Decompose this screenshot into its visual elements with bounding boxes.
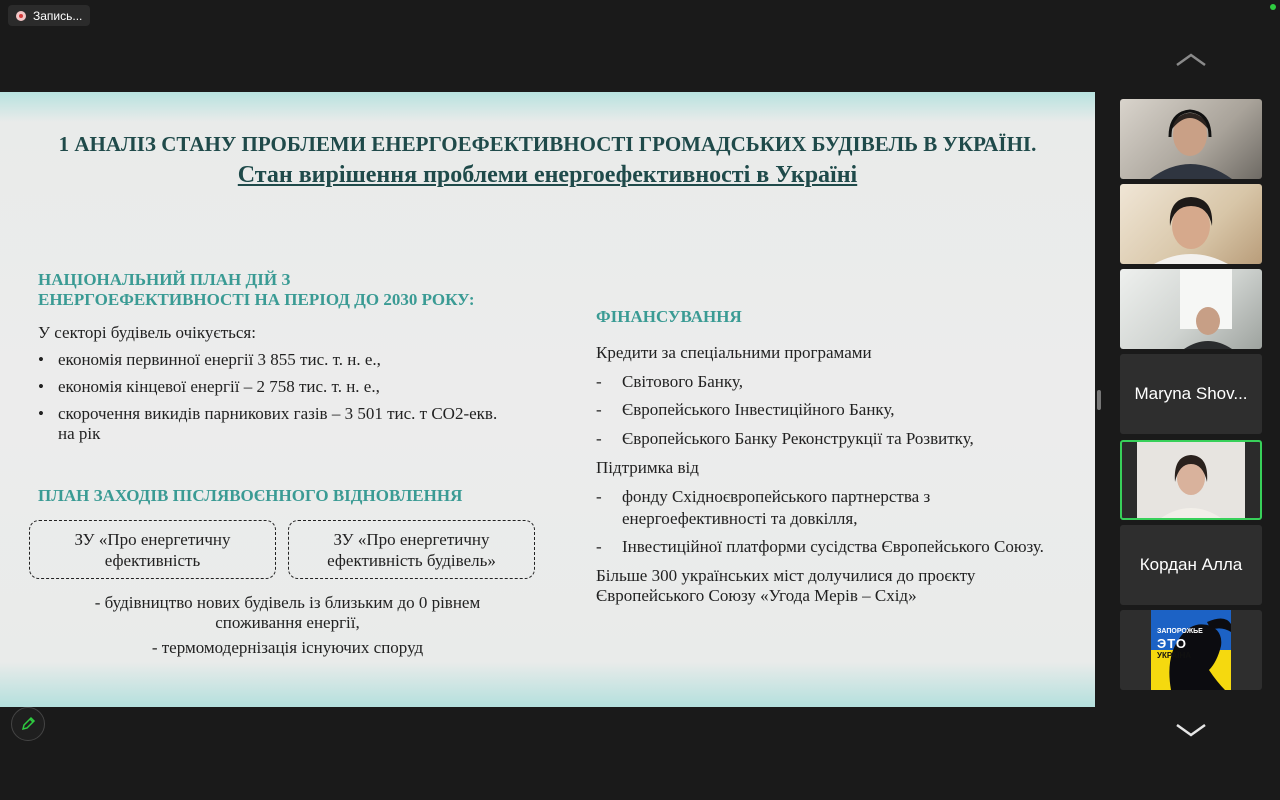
- law-box-energy-efficiency: ЗУ «Про енергетичну ефективність: [29, 520, 276, 579]
- credits-intro: Кредити за спеціальними програмами: [596, 343, 872, 362]
- participant-name: Кордан Алла: [1139, 555, 1243, 574]
- participant-video[interactable]: [1120, 269, 1262, 349]
- participant-video-icon: [1120, 184, 1262, 264]
- avatar-text-1: ЗАПОРОЖЬЕ: [1157, 628, 1203, 635]
- participant-name: Maryna Shov...: [1134, 384, 1248, 403]
- participant-tile[interactable]: [1120, 525, 1262, 605]
- recovery-plan-heading: ПЛАН ЗАХОДІВ ПІСЛЯВОЄННОГО ВІДНОВЛЕННЯ: [38, 486, 463, 505]
- recovery-note-1: - будівництво нових будівель із близьким до 0 рівнем споживання енергії,: [94, 593, 481, 632]
- participant-video[interactable]: [1120, 99, 1262, 179]
- participant-tile[interactable]: [1120, 354, 1262, 434]
- closing-text: Більше 300 українських міст долучилися до проєкту Європейського Союзу «Угода Мерів – Схід»: [596, 566, 976, 605]
- scroll-up-icon[interactable]: [1175, 52, 1207, 68]
- recording-label: Запись...: [33, 8, 83, 23]
- status-dot: [1270, 4, 1276, 10]
- panel-resize-handle[interactable]: [1097, 390, 1101, 410]
- avatar: [1151, 610, 1231, 690]
- financing-heading: ФІНАНСУВАННЯ: [596, 307, 742, 326]
- law-box-buildings-efficiency: ЗУ «Про енергетичну ефективність будівель»: [288, 520, 535, 579]
- recovery-note-2: - термомодернізація існуючих споруд: [151, 638, 424, 657]
- slide-title: 1 АНАЛІЗ СТАНУ ПРОБЛЕМИ ЕНЕРГОЕФЕКТИВНОСТІ ГРОМАДСЬКИХ БУДІВЕЛЬ В УКРАЇНІ.: [58, 132, 1037, 156]
- participant-video-icon: [1120, 99, 1262, 179]
- buildings-intro: У секторі будівель очікується:: [38, 323, 256, 342]
- record-icon: [16, 11, 26, 21]
- recording-indicator[interactable]: [8, 5, 90, 26]
- pencil-icon: [20, 716, 36, 732]
- avatar-text-2: ЭТО: [1157, 636, 1187, 651]
- participant-video-active-speaker[interactable]: [1120, 440, 1262, 520]
- participant-video[interactable]: [1120, 184, 1262, 264]
- scroll-down-icon[interactable]: [1175, 722, 1207, 738]
- annotate-button[interactable]: [11, 707, 45, 741]
- avatar-text-3: УКРАЇНА: [1157, 651, 1192, 660]
- slide-subtitle: Стан вирішення проблеми енергоефективності в Україні: [237, 162, 858, 188]
- national-plan-heading: НАЦІОНАЛЬНИЙ ПЛАН ДІЙ З ЕНЕРГОЕФЕКТИВНОСТІ НА ПЕРІОД ДО 2030 РОКУ:: [38, 270, 475, 309]
- participant-avatar-tile[interactable]: [1120, 610, 1262, 690]
- shared-slide: 1 АНАЛІЗ СТАНУ ПРОБЛЕМИ ЕНЕРГОЕФЕКТИВНОСТІ ГРОМАДСЬКИХ БУДІВЕЛЬ В УКРАЇНІ. Стан вирішення проблеми енергоефективності в Україні НАЦІОНАЛЬНИЙ ПЛАН ДІЙ З ЕНЕРГОЕФЕКТИВНОСТІ НА ПЕРІОД ДО 2030 РОКУ: У секторі будівель очікується: • економія первинної енергії 3 855 тис. т. н. е., • економія кінцевої енергії – 2 758 тис. т. н. е., • скорочення викидів парникових газів – 3 501 тис. т СО2-екв. на рік ПЛАН ЗАХОДІВ ПІСЛЯВОЄННОГО ВІДНОВЛЕННЯ ЗУ «Про енергетичну ефективність ЗУ «Про енергетичну ефективність будівель» - будівництво нових будівель із близьким до 0 рівнем споживання енергії, - термомодернізація існуючих споруд ФІНАНСУВАННЯ Кредити за спеціальними програмами - Світового Банку, - Європейського Інвестиційного Банку, - Європейського Банку Реконструкції та Розвитку, Підтримка від - фонду Східноєвропейського партнерства з енергоефективності та довкілля, - Інвестиційної платформи сусідства Європейського Союзу. Більше 300 українських міст долучилися до проєкту Європейського Союзу «Угода Мерів – Схід»: [0, 92, 1095, 707]
- participant-video-icon: [1120, 269, 1262, 349]
- support-intro: Підтримка від: [596, 458, 699, 477]
- participant-video-icon: [1137, 442, 1245, 518]
